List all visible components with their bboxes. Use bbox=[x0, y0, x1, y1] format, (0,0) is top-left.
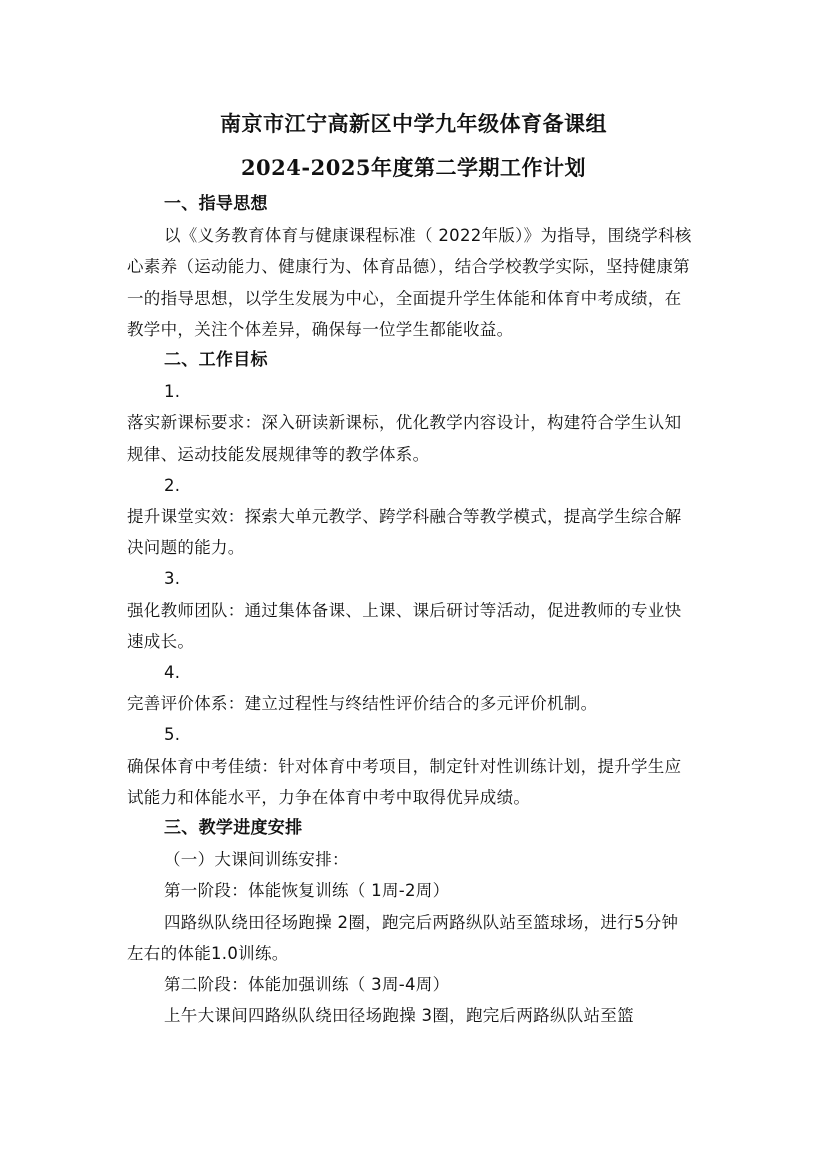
goal-5-number: 5. bbox=[164, 725, 181, 745]
goal-1-number: 1. bbox=[164, 382, 181, 402]
goal-4-number: 4. bbox=[164, 663, 181, 683]
goal-2-number: 2. bbox=[164, 475, 181, 495]
goal-3-text: 强化教师团队：通过集体备课、上课、课后研讨等活动，促进教师的专业快速成长。 bbox=[127, 600, 682, 651]
stage1-text: 四路纵队绕田径场跑操 2圈，跑完后两路纵队站至篮球场，进行5分钟左右的体能1.0训练。 bbox=[127, 912, 679, 963]
goal-4-text: 完善评价体系：建立过程性与终结性评价结合的多元评价机制。 bbox=[127, 694, 598, 714]
section3-subheading: （一）大课间训练安排： bbox=[164, 850, 349, 870]
section1-heading: 一、指导思想 bbox=[164, 194, 268, 214]
section1-paragraph: 以《义务教育体育与健康课程标准（ 2022年版）》为指导，围绕学科核心素养（运动能力、健康行为、体育品德），结合学校教学实际，坚持健康第一的指导思想，以学生发展为中心，全面提升学生体能和体育中考成绩，在教学中，关注个体差异，确保每一位学生都能收益。 bbox=[127, 226, 692, 339]
document-title-line1: 南京市江宁高新区中学九年级体育备课组 bbox=[220, 111, 607, 136]
goal-3-number: 3. bbox=[164, 569, 181, 589]
section2-heading: 二、工作目标 bbox=[164, 350, 268, 371]
stage1-title: 第一阶段：体能恢复训练（ 1周-2周） bbox=[164, 881, 450, 901]
goal-5-text: 确保体育中考佳绩：针对体育中考项目，制定针对性训练计划，提升学生应试能力和体能水平，力争在体育中考中取得优异成绩。 bbox=[127, 756, 682, 807]
stage2-title: 第二阶段：体能加强训练（ 3周-4周） bbox=[164, 975, 450, 995]
goal-1-text: 落实新课标要求：深入研读新课标，优化教学内容设计，构建符合学生认知规律、运动技能发展规律等的教学体系。 bbox=[127, 413, 682, 464]
stage2-text: 上午大课间四路纵队绕田径场跑操 3圈，跑完后两路纵队站至篮 bbox=[164, 1006, 634, 1026]
goal-2-text: 提升课堂实效：探索大单元教学、跨学科融合等教学模式，提高学生综合解决问题的能力。 bbox=[127, 507, 682, 558]
document-title-line2: 2024-2025年度第二学期工作计划 bbox=[240, 155, 587, 180]
section3-heading: 三、教学进度安排 bbox=[164, 818, 303, 839]
document-body bbox=[127, 189, 695, 1031]
